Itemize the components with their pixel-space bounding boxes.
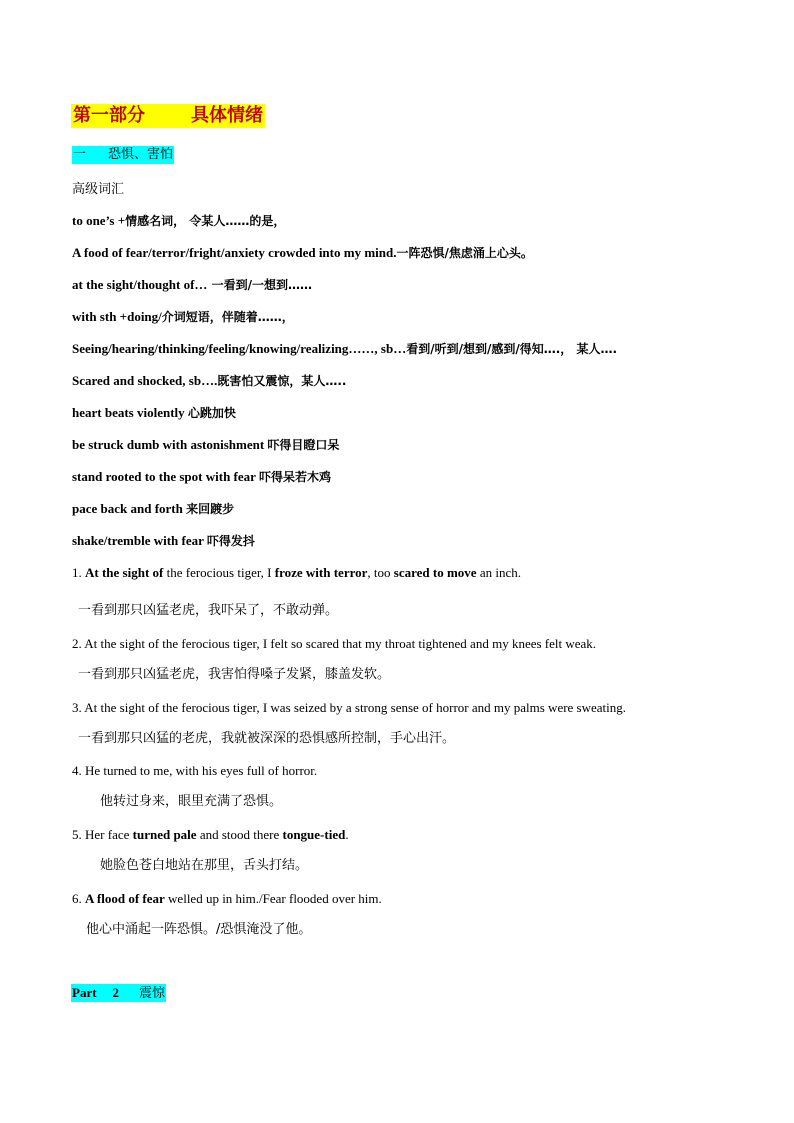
vocab-meaning: 来回踱步: [186, 502, 235, 516]
section-heading-fear: [72, 146, 174, 164]
example-sentence: [72, 700, 626, 716]
example-number: 2.: [72, 636, 85, 651]
example-text: an inch.: [476, 565, 521, 580]
vocab-phrase: at the sight/thought of…: [72, 277, 208, 292]
vocab-phrase: shake/tremble with fear: [72, 533, 207, 548]
vocab-meaning: 吓得发抖: [206, 534, 255, 548]
vocab-item: [72, 213, 285, 229]
example-keyphrase: At the sight of: [85, 565, 164, 580]
vocab-item: [72, 469, 331, 485]
example-sentence: [72, 565, 521, 581]
example-number: 1.: [72, 565, 85, 580]
example-keyphrase: tongue-tied: [282, 827, 346, 842]
vocab-phrase: Seeing/hearing/thinking/feeling/knowing/realizing……, sb…: [72, 341, 407, 356]
example-number: 3.: [72, 700, 85, 715]
vocab-meaning: 心跳加快: [187, 406, 236, 420]
vocab-phrase: pace back and forth: [72, 501, 187, 516]
vocab-phrase: stand rooted to the spot with fear: [72, 469, 259, 484]
vocab-item: [72, 437, 339, 453]
vocab-item: [72, 245, 533, 261]
vocab-meaning: 情感名词， 令某人……的是，: [125, 214, 286, 228]
example-text: welled up in him./Fear flooded over him.: [164, 891, 382, 906]
vocab-item: [72, 309, 294, 325]
vocab-phrase: to one’s +: [72, 213, 126, 228]
example-translation: 她脸色苍白地站在那里，舌头打结。: [100, 858, 309, 873]
example-translation: 一看到那只凶猛老虎，我害怕得嗓子发紧，膝盖发软。: [78, 667, 391, 682]
vocab-item: [72, 277, 312, 293]
example-text: and stood there: [196, 827, 283, 842]
part-title: [71, 104, 265, 128]
example-sentence: [72, 891, 382, 907]
vocab-meaning: 看到/听到/想到/感到/得知….， 某人….: [406, 342, 618, 356]
example-sentence: [72, 827, 349, 843]
vocab-item: [72, 501, 234, 517]
example-translation: 一看到那只凶猛的老虎，我就被深深的恐惧感所控制，手心出汗。: [78, 731, 456, 746]
vocab-heading: 高级词汇: [72, 182, 125, 197]
vocab-meaning: 一阵恐惧/焦虑涌上心头。: [396, 246, 533, 260]
vocab-item: [72, 341, 617, 357]
example-text: Her face: [85, 827, 133, 842]
example-translation: 一看到那只凶猛老虎，我吓呆了，不敢动弹。: [78, 603, 339, 618]
section-heading-shock: [71, 984, 166, 1002]
part-title-topic: 具体情绪: [191, 105, 263, 126]
vocab-phrase: be struck dumb with astonishment: [72, 437, 268, 452]
example-keyphrase: scared to move: [393, 565, 477, 580]
example-text: At the sight of the ferocious tiger, I was seized by a strong sense of horror and my palms were sweating.: [84, 700, 627, 715]
vocab-item: [72, 533, 255, 549]
example-keyphrase: A flood of fear: [85, 891, 165, 906]
example-text: , too: [367, 565, 394, 580]
vocab-phrase: A food of fear/terror/fright/anxiety crowded into my mind.: [72, 245, 397, 260]
example-sentence: [72, 763, 317, 779]
example-text: He turned to me, with his eyes full of horror.: [85, 763, 318, 778]
example-translation: 他心中涌起一阵恐惧。/恐惧淹没了他。: [86, 922, 312, 937]
example-translation: 他转过身来，眼里充满了恐惧。: [100, 794, 283, 809]
example-number: 4.: [72, 763, 85, 778]
example-number: 6.: [72, 891, 85, 906]
vocab-item: [72, 405, 236, 421]
example-text: the ferocious tiger, I: [163, 565, 275, 580]
vocab-meaning: 既害怕又震惊，某人…..: [217, 374, 347, 388]
example-text: .: [345, 827, 349, 842]
example-sentence: [72, 636, 596, 652]
vocab-item: [72, 373, 346, 389]
vocab-meaning: 一看到/一想到……: [207, 278, 312, 292]
example-keyphrase: turned pale: [132, 827, 197, 842]
section-number: 一: [73, 147, 87, 162]
section-part-word: Part: [72, 985, 97, 1000]
section-label: 震惊: [139, 986, 166, 1001]
example-text: At the sight of the ferocious tiger, I felt so scared that my throat tightened and my knees felt weak.: [84, 636, 597, 651]
vocab-meaning: 吓得目瞪口呆: [267, 438, 340, 452]
vocab-meaning: 介词短语，伴随着……，: [161, 310, 294, 324]
vocab-meaning: 吓得呆若木鸡: [258, 470, 331, 484]
example-keyphrase: froze with terror: [274, 565, 368, 580]
section-number: 2: [112, 985, 120, 1000]
vocab-phrase: Scared and shocked, sb….: [72, 373, 218, 388]
vocab-phrase: with sth +doing/: [72, 309, 162, 324]
part-title-number: 第一部分: [73, 105, 145, 126]
section-label: 恐惧、害怕: [108, 147, 174, 162]
vocab-phrase: heart beats violently: [72, 405, 188, 420]
example-number: 5.: [72, 827, 85, 842]
